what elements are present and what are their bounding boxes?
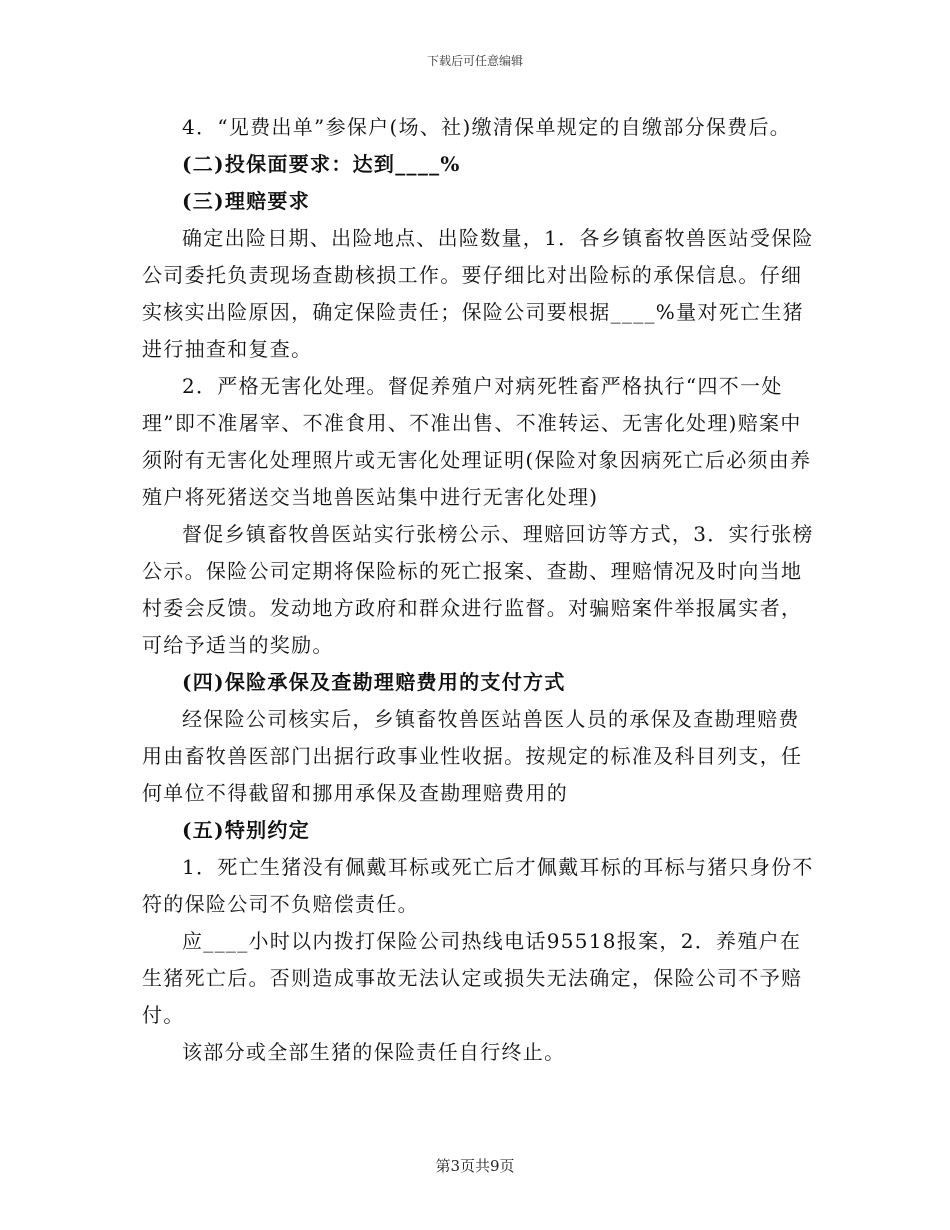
paragraph-special-3: 该部分或全部生猪的保险责任自行终止。: [182, 1040, 566, 1064]
page-header: 下载后可任意编辑: [426, 54, 523, 68]
section-heading-3: (三)理赔要求: [182, 189, 311, 213]
paragraph-special-1: 1．死亡生猪没有佩戴耳标或死亡后才佩戴耳标的耳标与猪只身份不符的保险公司不负赔偿责任。: [142, 855, 814, 916]
page-footer: 第3页共9页: [435, 1157, 515, 1175]
paragraph-claims-3: 督促乡镇畜牧兽医站实行张榜公示、理赔回访等方式，3．实行张榜公示。保险公司定期将保险标的死亡报案、查勘、理赔情况及时向当地村委会反馈。发动地方政府和群众进行监督。对骗赔案件举报属实者，可给予适当的奖励。: [142, 522, 814, 657]
section-heading-4: (四)保险承保及查勘理赔费用的支付方式: [182, 670, 566, 694]
paragraph-fees: 经保险公司核实后，乡镇畜牧兽医站兽医人员的承保及查勘理赔费用由畜牧兽医部门出据行政事业性收据。按规定的标准及科目列支，任何单位不得截留和挪用承保及查勘理赔费用的: [142, 707, 803, 805]
paragraph-item-4: 4．“见费出单”参保户(场、社)缴清保单规定的自缴部分保费后。: [182, 115, 792, 139]
paragraph-special-2: 应____小时以内拨打保险公司热线电话95518报案，2．养殖户在生猪死亡后。否则造成事故无法认定或损失无法确定，保险公司不予赔付。: [142, 929, 803, 1027]
document-body: [142, 109, 814, 1071]
paragraph-claims-1: 确定出险日期、出险地点、出险数量，1．各乡镇畜牧兽医站受保险公司委托负责现场查勘核损工作。要仔细比对出险标的承保信息。仔细实核实出险原因，确定保险责任；保险公司要根据____%量对死亡生猪进行抽查和复查。: [142, 226, 814, 361]
section-heading-2: (二)投保面要求：达到____%: [182, 152, 461, 176]
section-heading-5: (五)特别约定: [182, 818, 311, 842]
paragraph-claims-2: 2．严格无害化处理。督促养殖户对病死牲畜严格执行“四不一处理”即不准屠宰、不准食用、不准出售、不准转运、无害化处理)赔案中须附有无害化处理照片或无害化处理证明(保险对象因病死亡后必须由养殖户将死猪送交当地兽医站集中进行无害化处理): [142, 374, 812, 509]
